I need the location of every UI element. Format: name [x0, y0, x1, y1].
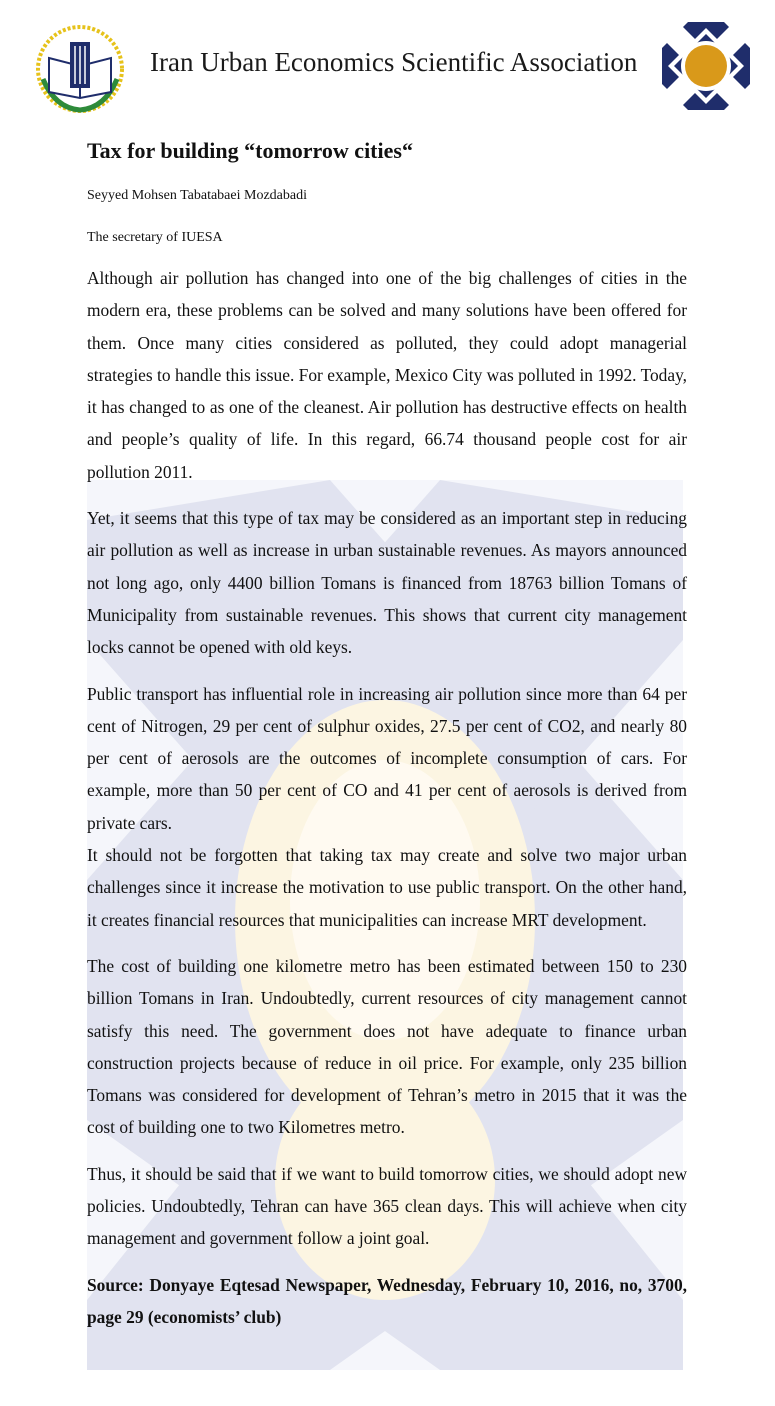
article-title: Tax for building “tomorrow cities“ — [87, 138, 413, 163]
source-citation: Source: Donyaye Eqtesad Newspaper, Wednesday, February 10, 2016, no, 3700, page 29 (economists’ club) — [87, 1274, 687, 1327]
octagon-emblem-icon — [660, 20, 752, 112]
paragraph: Public transport has influential role in increasing air pollution since more than 64 per cent of Nitrogen, 29 per cent of sulphur oxides, 27.5 per cent of CO2, and nearly 80 per cent of aerosols are the outcomes of incomplete consumption of cars. For example, more than 50 per cent of CO and 41 per cent of aerosols is derived from private cars. — [87, 683, 687, 833]
paragraph: Yet, it seems that this type of tax may be considered as an important step in reducing air pollution as well as increase in urban sustainable revenues. As mayors announced not long ago, only 4400 billion Tomans is financed from 18763 billion Tomans of Municipality from sustainable revenues. This shows that current city management locks cannot be opened with old keys. — [87, 508, 687, 658]
page-header — [0, 0, 775, 120]
paragraph: It should not be forgotten that taking tax may create and solve two major urban challenges since it increase the motivation to use public transport. On the other hand, it creates financial resources that municipalities can increase MRT development. — [87, 845, 687, 930]
author-name: Seyyed Mohsen Tabatabaei Mozdabadi — [87, 188, 307, 203]
book-building-emblem-icon — [35, 24, 125, 114]
paragraph: Although air pollution has changed into one of the big challenges of cities in the modern era, these problems can be solved and many solutions have been offered for them. Once many cities considered as polluted, they could adopt managerial strategies to handle this issue. For example, Mexico City was polluted in 1992. Today, it has changed to as one of the cleanest. Air pollution has destructive effects on health and people’s quality of life. In this regard, 66.74 thousand people cost for air pollution 2011. — [87, 268, 687, 482]
article — [87, 136, 687, 1333]
paragraph: Thus, it should be said that if we want to build tomorrow cities, we should adopt new policies. Undoubtedly, Tehran can have 365 clean days. This will achieve when city management and government follow a joint goal. — [87, 1163, 687, 1249]
author-role: The secretary of IUESA — [87, 230, 223, 245]
paragraph: The cost of building one kilometre metro has been estimated between 150 to 230 billion Tomans in Iran. Undoubtedly, current resources of city management cannot satisfy this need. The government does not have adequate to finance urban construction projects because of reduce in oil price. For example, only 235 billion Tomans was considered for development of Tehran’s metro in 2015 that it was the cost of building one to two Kilometres metro. — [87, 955, 687, 1138]
organization-name: Iran Urban Economics Scientific Association — [150, 47, 638, 77]
